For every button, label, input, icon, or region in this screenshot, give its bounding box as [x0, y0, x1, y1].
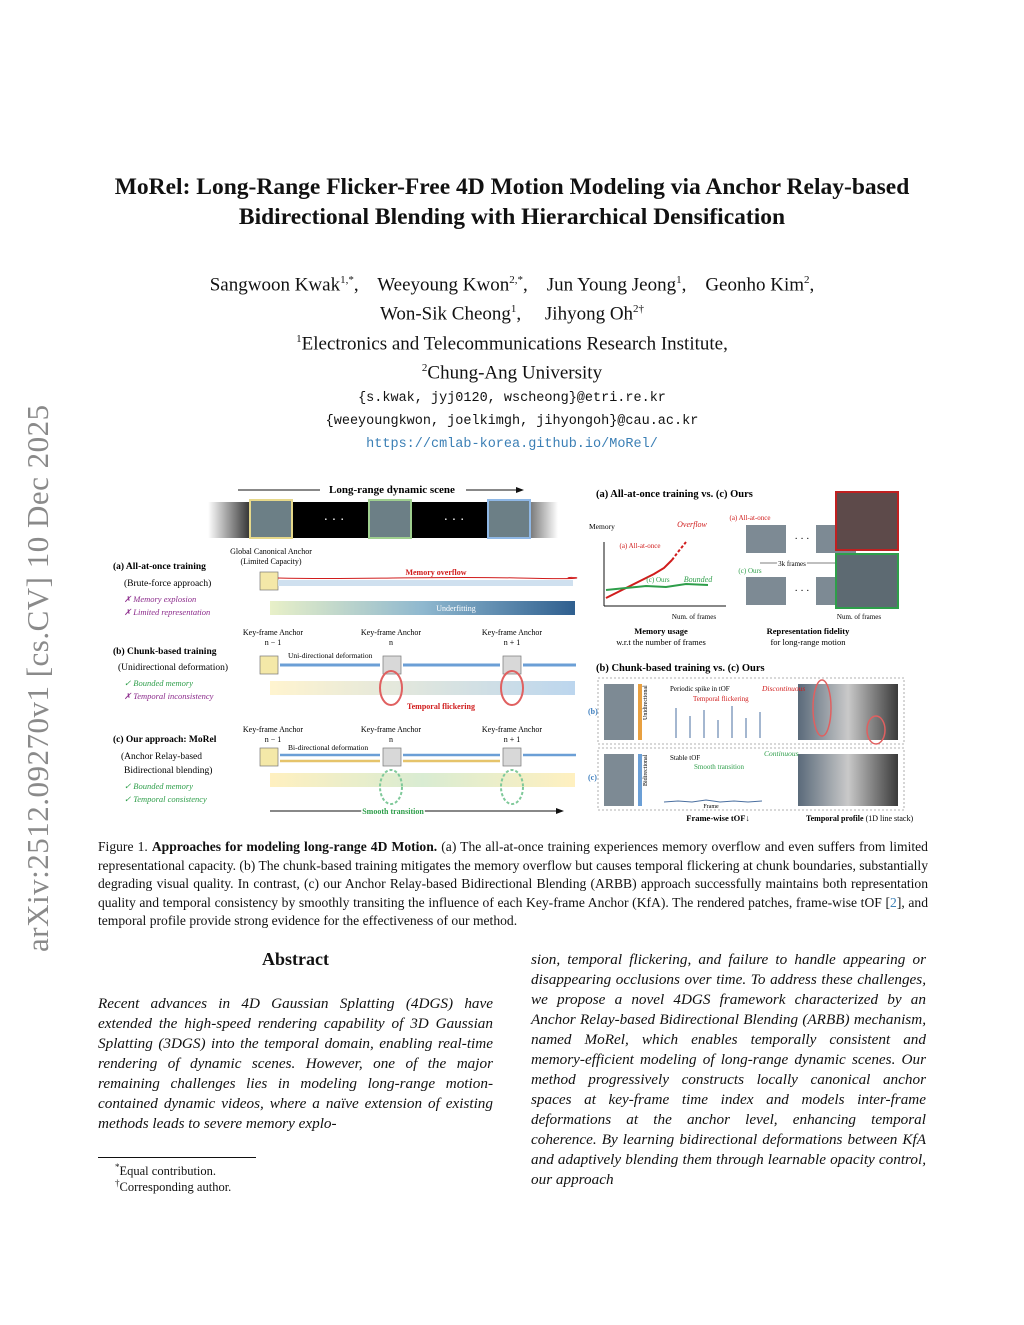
footnote-2-text: Corresponding author. [119, 1180, 232, 1195]
figure-1 [98, 480, 928, 825]
right-top-title: (a) All-at-once training vs. (c) Ours [596, 489, 753, 500]
a-subtitle: (Brute-force approach) [124, 579, 212, 589]
author-block [100, 268, 924, 456]
abstract-col-2: sion, temporal flickering, and failure to handle appearing or disappearing occlusions over time. To address these challenges, we propose a novel 4DGS framework characterized by an Anchor Relay-based Bidirectional Blending (ARBB) mechanism, named MoRel, which enables temporally consistent and memory-efficient modeling of long-range dynamic scenes. Our method progressively constructs locally canonical anchor spaces at key-frame time index and models inter-frame deformations at the anchor level, enhancing temporal coherence. By learning bidirectional deformations between KfA and adaptively blending them through learnable opacity control, our approach [531, 951, 926, 1188]
affiliation-1 [100, 327, 924, 356]
rep-aao-zoom [836, 492, 898, 550]
b-gradient-band [270, 681, 575, 695]
uni-axis-label: Unidirectional [643, 685, 649, 720]
scene-thumb-1 [250, 500, 292, 538]
c-axis-bar [638, 754, 642, 806]
author-name: Jun Young Jeong [546, 274, 677, 296]
temporal-flickering-label: Temporal flickering [407, 702, 475, 711]
arrowhead-icon [556, 808, 564, 814]
overflow-label: Overflow [677, 520, 707, 529]
memory-line [278, 577, 577, 578]
citation-link[interactable]: 2 [890, 894, 897, 910]
footnote-rule [98, 1157, 256, 1158]
mem-caption-1: Memory usage [634, 626, 688, 636]
author-name: Sangwoon Kwak [209, 274, 341, 296]
rep-dots-1: · · · [794, 534, 810, 545]
continuous-label: Continuous [764, 749, 799, 758]
rep-ours-zoom [836, 554, 898, 608]
author-sup: 2 [804, 274, 810, 286]
memory-axis-label: Memory [589, 522, 615, 531]
caption-bold: Approaches for modeling long-range 4D Motion. [151, 839, 438, 854]
footnote-1-text: Equal contribution. [119, 1164, 217, 1179]
uni-deform-label: Uni-directional deformation [288, 651, 373, 660]
scene-thumb-2 [369, 500, 411, 538]
gca-label-1: Global Canonical Anchor [230, 547, 312, 556]
kfa-cube-c2 [383, 748, 401, 766]
kfa-index-c1: n − 1 [264, 735, 282, 744]
kfa-label-b3: Key-frame Anchor [481, 628, 543, 637]
kfa-index-b3: n + 1 [503, 638, 521, 647]
a-con-representation: ✗ Limited representation [124, 607, 211, 617]
author-sup: 1 [510, 303, 517, 316]
kfa-label-b2: Key-frame Anchor [360, 628, 422, 637]
long-range-title: Long-range dynamic scene [329, 484, 455, 496]
c-title: (c) Our approach: MoRel [113, 735, 217, 745]
arrowhead-icon [516, 487, 524, 493]
kfa-index-c2: n [389, 735, 393, 744]
c-gradient-band [270, 773, 575, 787]
author-name: Jihyong Oh [544, 303, 634, 325]
memory-band [278, 580, 573, 586]
author-name: Geonho Kim [705, 274, 805, 296]
mem-caption-2: w.r.t the number of frames [616, 637, 706, 647]
temporal-profile-label [806, 814, 913, 823]
global-anchor-cube [260, 572, 278, 590]
author-sup: 2† [633, 303, 645, 316]
b-tag: (b) [588, 707, 598, 716]
ellipsis-1: · · · [323, 513, 345, 528]
caption-text-2: ], and temporal profile provide strong evidence for the effectiveness of our method. [98, 894, 928, 928]
figure-caption [98, 838, 928, 931]
rep-ours-label: (c) Ours [738, 567, 762, 575]
underfitting-bar [270, 601, 575, 615]
affiliation-sup: 2 [421, 361, 428, 374]
frame-index-label: Frame [703, 804, 719, 810]
mem-x-label: Num. of frames [671, 613, 717, 621]
rep-x-label: Num. of frames [836, 613, 882, 621]
smooth-small-label: Smooth transition [694, 763, 744, 771]
tof-spikes [676, 706, 760, 738]
tf-small-label: Temporal flickering [693, 695, 749, 703]
bi-axis-label: Bidirectional [643, 754, 649, 786]
stable-tof-label: Stable tOF [670, 754, 701, 762]
b-con: ✗ Temporal inconsistency [124, 691, 214, 701]
author-name: Weeyoung Kwon [377, 274, 510, 296]
a-con-memory: ✗ Memory explosion [124, 594, 197, 604]
rep-aao-label: (a) All-at-once [729, 514, 771, 522]
kfa-label-c3: Key-frame Anchor [481, 725, 543, 734]
kfa-cube-c3 [503, 748, 521, 766]
kfa-index-b1: n − 1 [264, 638, 282, 647]
affiliation-2 [100, 356, 924, 385]
author-sup: 2,* [509, 274, 523, 286]
c-subtitle-2: Bidirectional blending) [124, 766, 213, 776]
ours-memory-line [606, 584, 708, 590]
caption-label: Figure 1. [98, 839, 148, 854]
bounded-label: Bounded [683, 575, 713, 584]
aao-curve-label: (a) All-at-once [619, 542, 661, 550]
rep-caption-2: for long-range motion [770, 637, 846, 647]
arxiv-identifier: arXiv:2512.09270v1 [cs.CV] 10 Dec 2025 [20, 404, 55, 952]
b-title: (b) Chunk-based training [113, 647, 217, 657]
b-axis-bar [638, 684, 642, 740]
c-patch-stack [604, 754, 634, 806]
kfa-index-c3: n + 1 [503, 735, 521, 744]
abstract-col-1: Recent advances in 4D Gaussian Splatting (4DGS) have extended the high-speed rendering capability of 3D Gaussian Splatting (3DGS) into the temporal domain, enabling real-time rendering of dynamic scenes. However, one of the major remaining challenges lies in modeling long-range motion-contained dynamic videos, where a naïve extension of existing methods leads to severe memory explo- [98, 995, 493, 1132]
kfa-cube-c1 [260, 748, 278, 766]
scene-thumb-3 [488, 500, 530, 538]
frames-3k-label: 3k frames [778, 560, 806, 568]
author-line-2: Won-Sik Cheong$^1$, Jihyong $Oh^{2\dagger}$ [379, 303, 645, 325]
c-pro-memory: ✓ Bounded memory [124, 781, 193, 791]
kfa-label-c2: Key-frame Anchor [360, 725, 422, 734]
footnote-2 [115, 1178, 231, 1195]
author-sup: 1 [676, 274, 682, 286]
aao-overflow-line [672, 542, 686, 560]
kfa-cube-b1 [260, 656, 278, 674]
caption-text-1: (a) The all-at-once training experiences memory overflow and even suffers from limited representational capacity. (b) The chunk-based training mitigates the memory overflow but causes temporal flickering at chunk boundaries, substantially degrading visual quality. In contrast, (c) our Anchor Relay-based Bidirectional Blending (ARBB) approach successfully maintains both representation quality and temporal consistency by smoothly transiting the influence of each Key-frame Anchor (KfA). The rendered patches, frame-wise tOF [ [98, 839, 928, 910]
author-name: Won-Sik Cheong [379, 303, 511, 325]
b-patch-stack [604, 684, 634, 740]
email-cau: {weeyoungkwon, joelkimgh, jihyongoh}@cau.ac.kr [325, 414, 699, 430]
kfa-label-b1: Key-frame Anchor [242, 628, 304, 637]
footnote-1-mark: * [115, 1162, 120, 1172]
rep-caption-1: Representation fidelity [766, 626, 850, 636]
c-tag: (c) [588, 773, 597, 782]
rep-aao-thumb-1 [746, 525, 786, 553]
underfitting-label: Underfitting [436, 604, 476, 613]
footnote-1 [115, 1162, 216, 1179]
affiliation-sup: 1 [296, 332, 302, 345]
footnote-2-mark: † [115, 1178, 120, 1188]
temporal-profile-bold: Temporal profile [806, 814, 864, 823]
b-pro: ✓ Bounded memory [124, 678, 193, 688]
framewise-tof-label: Frame-wise tOF↓ [686, 813, 750, 823]
c-temporal-profile [798, 754, 898, 806]
rep-dots-2: · · · [794, 586, 810, 597]
affiliation-text: Chung-Ang University [427, 362, 603, 384]
c-subtitle-1: (Anchor Relay-based [121, 752, 202, 762]
abstract-heading: Abstract [262, 949, 329, 969]
bi-deform-label: Bi-directional deformation [288, 743, 369, 752]
email-etri: {s.kwak, jyj0120, wscheong}@etri.re.kr [358, 391, 666, 407]
temporal-profile-sub: (1D line stack) [865, 814, 914, 823]
tof-stable-line [664, 800, 762, 802]
a-title: (a) All-at-once training [113, 562, 206, 572]
right-mid-title: (b) Chunk-based training vs. (c) Ours [596, 663, 765, 674]
c-pro-consistency: ✓ Temporal consistency [124, 794, 207, 804]
b-subtitle: (Unidirectional deformation) [118, 663, 229, 673]
kfa-label-c1: Key-frame Anchor [242, 725, 304, 734]
title-line-1: MoRel: Long-Range Flicker-Free 4D Motion Modeling via Anchor Relay-based [114, 174, 910, 200]
ellipsis-2: · · · [443, 513, 465, 528]
project-url-link[interactable]: https://cmlab-korea.github.io/MoRel/ [366, 437, 658, 453]
rep-ours-thumb-1 [746, 577, 786, 605]
discontinuous-label: Discontinuous [762, 684, 806, 693]
periodic-spike-label: Periodic spike in tOF [670, 685, 730, 693]
affiliation-text: Electronics and Telecommunications Research Institute, [301, 332, 728, 354]
paper-title [80, 172, 944, 232]
ours-curve-label: (c) Ours [646, 576, 670, 584]
title-line-2: Bidirectional Blending with Hierarchical Densification [238, 204, 786, 230]
smooth-transition-label: Smooth transition [362, 807, 424, 816]
gca-label-2: (Limited Capacity) [240, 557, 302, 566]
kfa-index-b2: n [389, 638, 393, 647]
memory-overflow-label: Memory overflow [405, 568, 467, 577]
author-sup: 1,* [340, 274, 354, 286]
author-line-1: Sangwoon Kwak$^{1,*}$, Weeyoung Kwon$^{2,*}$, Jun Young Jeong$^1$, Geonho Kim$^2$, [209, 274, 815, 296]
